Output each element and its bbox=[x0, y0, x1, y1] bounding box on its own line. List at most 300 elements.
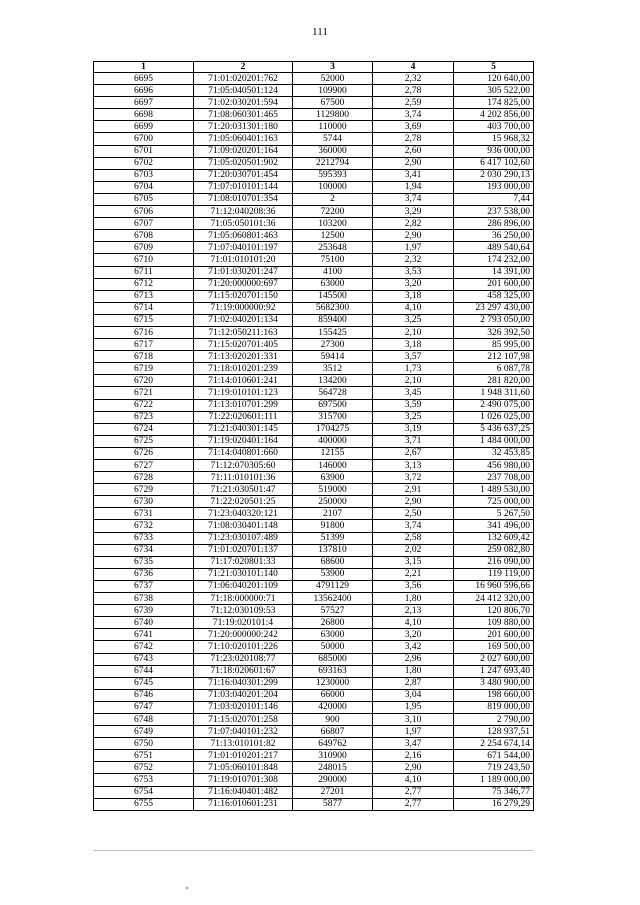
value-cell: 237 708,00 bbox=[454, 472, 534, 484]
row-number-cell: 6742 bbox=[94, 641, 194, 653]
rate-cell: 2,58 bbox=[373, 532, 454, 544]
rate-cell: 3,59 bbox=[373, 399, 454, 411]
rate-cell: 4,10 bbox=[373, 774, 454, 786]
area-cell: 250000 bbox=[293, 496, 373, 508]
value-cell: 109 880,00 bbox=[454, 617, 534, 629]
cadastral-number-cell: 71:19:010701:308 bbox=[194, 774, 293, 786]
area-cell: 52000 bbox=[293, 73, 373, 85]
area-cell: 75100 bbox=[293, 254, 373, 266]
rate-cell: 2,13 bbox=[373, 605, 454, 617]
row-number-cell: 6714 bbox=[94, 302, 194, 314]
rate-cell: 3,42 bbox=[373, 641, 454, 653]
area-cell: 420000 bbox=[293, 701, 373, 713]
cadastral-number-cell: 71:12:030109:53 bbox=[194, 605, 293, 617]
value-cell: 305 522,00 bbox=[454, 85, 534, 97]
rate-cell: 2,78 bbox=[373, 85, 454, 97]
row-number-cell: 6712 bbox=[94, 278, 194, 290]
value-cell: 32 453,85 bbox=[454, 447, 534, 459]
row-number-cell: 6738 bbox=[94, 593, 194, 605]
table-row bbox=[94, 193, 534, 205]
rate-cell: 2,77 bbox=[373, 798, 454, 810]
row-number-cell: 6720 bbox=[94, 375, 194, 387]
area-cell: 315700 bbox=[293, 411, 373, 423]
row-number-cell: 6706 bbox=[94, 206, 194, 218]
area-cell: 27300 bbox=[293, 339, 373, 351]
table-row bbox=[94, 556, 534, 568]
row-number-cell: 6723 bbox=[94, 411, 194, 423]
column-header: 1 bbox=[94, 62, 194, 73]
row-number-cell: 6728 bbox=[94, 472, 194, 484]
value-cell: 85 995,00 bbox=[454, 339, 534, 351]
area-cell: 63900 bbox=[293, 472, 373, 484]
cadastral-number-cell: 71:20:000000:242 bbox=[194, 629, 293, 641]
value-cell: 936 000,00 bbox=[454, 145, 534, 157]
value-cell: 403 700,00 bbox=[454, 121, 534, 133]
rate-cell: 2,91 bbox=[373, 484, 454, 496]
page-number: 111 bbox=[312, 26, 328, 38]
value-cell: 212 107,98 bbox=[454, 351, 534, 363]
rate-cell: 3,45 bbox=[373, 387, 454, 399]
table-row bbox=[94, 242, 534, 254]
value-cell: 819 000,00 bbox=[454, 701, 534, 713]
row-number-cell: 6711 bbox=[94, 266, 194, 278]
rate-cell: 2,90 bbox=[373, 762, 454, 774]
area-cell: 253648 bbox=[293, 242, 373, 254]
value-cell: 281 820,00 bbox=[454, 375, 534, 387]
table-row bbox=[94, 713, 534, 725]
row-number-cell: 6718 bbox=[94, 351, 194, 363]
rate-cell: 3,69 bbox=[373, 121, 454, 133]
value-cell: 15 968,32 bbox=[454, 133, 534, 145]
table-row bbox=[94, 617, 534, 629]
cadastral-number-cell: 71:14:040801:660 bbox=[194, 447, 293, 459]
table-row bbox=[94, 629, 534, 641]
rate-cell: 2,77 bbox=[373, 786, 454, 798]
area-cell: 248015 bbox=[293, 762, 373, 774]
row-number-cell: 6743 bbox=[94, 653, 194, 665]
table-row bbox=[94, 593, 534, 605]
row-number-cell: 6750 bbox=[94, 738, 194, 750]
table-row bbox=[94, 278, 534, 290]
cadastral-number-cell: 71:12:040208:36 bbox=[194, 206, 293, 218]
row-number-cell: 6734 bbox=[94, 544, 194, 556]
rate-cell: 2,02 bbox=[373, 544, 454, 556]
rate-cell: 4,10 bbox=[373, 302, 454, 314]
area-cell: 12500 bbox=[293, 230, 373, 242]
rate-cell: 3,13 bbox=[373, 460, 454, 472]
row-number-cell: 6745 bbox=[94, 677, 194, 689]
table-row bbox=[94, 750, 534, 762]
value-cell: 1 484 000,00 bbox=[454, 435, 534, 447]
value-cell: 2 790,00 bbox=[454, 713, 534, 725]
cadastral-number-cell: 71:15:020701:150 bbox=[194, 290, 293, 302]
cadastral-number-cell: 71:14:010601:241 bbox=[194, 375, 293, 387]
cadastral-number-cell: 71:20:000000:697 bbox=[194, 278, 293, 290]
table-row bbox=[94, 133, 534, 145]
table-row bbox=[94, 375, 534, 387]
value-cell: 1 489 530,00 bbox=[454, 484, 534, 496]
cadastral-number-cell: 71:20:031301:180 bbox=[194, 121, 293, 133]
area-cell: 685000 bbox=[293, 653, 373, 665]
table-row bbox=[94, 532, 534, 544]
value-cell: 259 082,80 bbox=[454, 544, 534, 556]
cadastral-number-cell: 71:05:020501:902 bbox=[194, 157, 293, 169]
area-cell: 4791129 bbox=[293, 580, 373, 592]
rate-cell: 2,90 bbox=[373, 230, 454, 242]
area-cell: 900 bbox=[293, 713, 373, 725]
row-number-cell: 6744 bbox=[94, 665, 194, 677]
cadastral-number-cell: 71:19:000000:92 bbox=[194, 302, 293, 314]
cadastral-number-cell: 71:16:040401:482 bbox=[194, 786, 293, 798]
row-number-cell: 6722 bbox=[94, 399, 194, 411]
row-number-cell: 6731 bbox=[94, 508, 194, 520]
value-cell: 14 391,00 bbox=[454, 266, 534, 278]
value-cell: 2 490 075,00 bbox=[454, 399, 534, 411]
value-cell: 1 948 311,60 bbox=[454, 387, 534, 399]
row-number-cell: 6755 bbox=[94, 798, 194, 810]
table-row bbox=[94, 339, 534, 351]
row-number-cell: 6709 bbox=[94, 242, 194, 254]
row-number-cell: 6751 bbox=[94, 750, 194, 762]
column-header: 4 bbox=[373, 62, 454, 73]
cadastral-number-cell: 71:05:060801:463 bbox=[194, 230, 293, 242]
cadastral-number-cell: 71:01:010201:217 bbox=[194, 750, 293, 762]
value-cell: 671 544,00 bbox=[454, 750, 534, 762]
row-number-cell: 6713 bbox=[94, 290, 194, 302]
value-cell: 1 189 000,00 bbox=[454, 774, 534, 786]
value-cell: 23 297 430,00 bbox=[454, 302, 534, 314]
value-cell: 286 896,00 bbox=[454, 218, 534, 230]
rate-cell: 3,57 bbox=[373, 351, 454, 363]
area-cell: 4100 bbox=[293, 266, 373, 278]
row-number-cell: 6721 bbox=[94, 387, 194, 399]
area-cell: 50000 bbox=[293, 641, 373, 653]
area-cell: 5682300 bbox=[293, 302, 373, 314]
row-number-cell: 6719 bbox=[94, 363, 194, 375]
value-cell: 341 496,00 bbox=[454, 520, 534, 532]
table-row bbox=[94, 520, 534, 532]
table-row bbox=[94, 314, 534, 326]
rate-cell: 3,20 bbox=[373, 629, 454, 641]
table-row bbox=[94, 786, 534, 798]
row-number-cell: 6703 bbox=[94, 169, 194, 181]
table-row bbox=[94, 762, 534, 774]
cadastral-number-cell: 71:16:010601:231 bbox=[194, 798, 293, 810]
area-cell: 137810 bbox=[293, 544, 373, 556]
row-number-cell: 6740 bbox=[94, 617, 194, 629]
cadastral-number-cell: 71:20:030701:454 bbox=[194, 169, 293, 181]
area-cell: 63000 bbox=[293, 629, 373, 641]
table-row bbox=[94, 447, 534, 459]
cadastral-number-cell: 71:07:040101:232 bbox=[194, 726, 293, 738]
cadastral-number-cell: 71:01:010101:20 bbox=[194, 254, 293, 266]
row-number-cell: 6695 bbox=[94, 73, 194, 85]
rate-cell: 3,19 bbox=[373, 423, 454, 435]
table-row bbox=[94, 677, 534, 689]
rate-cell: 2,21 bbox=[373, 568, 454, 580]
rate-cell: 2,67 bbox=[373, 447, 454, 459]
row-number-cell: 6730 bbox=[94, 496, 194, 508]
cadastral-number-cell: 71:01:030201:247 bbox=[194, 266, 293, 278]
row-number-cell: 6704 bbox=[94, 181, 194, 193]
column-header: 5 bbox=[454, 62, 534, 73]
table-row bbox=[94, 460, 534, 472]
cadastral-number-cell: 71:21:030501:47 bbox=[194, 484, 293, 496]
area-cell: 519000 bbox=[293, 484, 373, 496]
area-cell: 360000 bbox=[293, 145, 373, 157]
area-cell: 26800 bbox=[293, 617, 373, 629]
rate-cell: 3,20 bbox=[373, 278, 454, 290]
area-cell: 2 bbox=[293, 193, 373, 205]
table-row bbox=[94, 290, 534, 302]
cadastral-number-cell: 71:01:020701:137 bbox=[194, 544, 293, 556]
area-cell: 110000 bbox=[293, 121, 373, 133]
rate-cell: 3,25 bbox=[373, 411, 454, 423]
table-row bbox=[94, 206, 534, 218]
rate-cell: 3,10 bbox=[373, 713, 454, 725]
cadastral-number-cell: 71:23:020108:77 bbox=[194, 653, 293, 665]
area-cell: 310900 bbox=[293, 750, 373, 762]
rate-cell: 3,25 bbox=[373, 314, 454, 326]
area-cell: 5744 bbox=[293, 133, 373, 145]
value-cell: 132 609,42 bbox=[454, 532, 534, 544]
area-cell: 109900 bbox=[293, 85, 373, 97]
value-cell: 7,44 bbox=[454, 193, 534, 205]
cadastral-number-cell: 71:13:010701:299 bbox=[194, 399, 293, 411]
rate-cell: 1,94 bbox=[373, 181, 454, 193]
table-row bbox=[94, 157, 534, 169]
row-number-cell: 6699 bbox=[94, 121, 194, 133]
area-cell: 2212794 bbox=[293, 157, 373, 169]
value-cell: 326 392,50 bbox=[454, 326, 534, 338]
cadastral-number-cell: 71:23:030107:489 bbox=[194, 532, 293, 544]
rate-cell: 2,59 bbox=[373, 97, 454, 109]
table-row bbox=[94, 774, 534, 786]
cadastral-number-cell: 71:10:020101:226 bbox=[194, 641, 293, 653]
cadastral-number-cell: 71:22:020601:111 bbox=[194, 411, 293, 423]
cadastral-number-cell: 71:12:050211:163 bbox=[194, 326, 293, 338]
area-cell: 91800 bbox=[293, 520, 373, 532]
cadastral-number-cell: 71:07:010101:144 bbox=[194, 181, 293, 193]
area-cell: 67500 bbox=[293, 97, 373, 109]
rate-cell: 3,74 bbox=[373, 520, 454, 532]
table-row bbox=[94, 121, 534, 133]
cadastral-number-cell: 71:18:010201:239 bbox=[194, 363, 293, 375]
rate-cell: 3,74 bbox=[373, 193, 454, 205]
table-row bbox=[94, 254, 534, 266]
row-number-cell: 6752 bbox=[94, 762, 194, 774]
table-row bbox=[94, 435, 534, 447]
table-row bbox=[94, 689, 534, 701]
cadastral-number-cell: 71:11:010101:36 bbox=[194, 472, 293, 484]
area-cell: 63000 bbox=[293, 278, 373, 290]
area-cell: 564728 bbox=[293, 387, 373, 399]
cadastral-number-cell: 71:08:030401:148 bbox=[194, 520, 293, 532]
value-cell: 169 500,00 bbox=[454, 641, 534, 653]
value-cell: 4 202 856,00 bbox=[454, 109, 534, 121]
table-row bbox=[94, 496, 534, 508]
rate-cell: 1,97 bbox=[373, 726, 454, 738]
value-cell: 193 000,00 bbox=[454, 181, 534, 193]
area-cell: 859400 bbox=[293, 314, 373, 326]
area-cell: 72200 bbox=[293, 206, 373, 218]
cadastral-number-cell: 71:18:020601:67 bbox=[194, 665, 293, 677]
table-row bbox=[94, 653, 534, 665]
rate-cell: 1,80 bbox=[373, 593, 454, 605]
value-cell: 198 660,00 bbox=[454, 689, 534, 701]
rate-cell: 2,16 bbox=[373, 750, 454, 762]
cadastral-number-cell: 71:16:040301:299 bbox=[194, 677, 293, 689]
row-number-cell: 6729 bbox=[94, 484, 194, 496]
row-number-cell: 6741 bbox=[94, 629, 194, 641]
rate-cell: 4,10 bbox=[373, 617, 454, 629]
row-number-cell: 6753 bbox=[94, 774, 194, 786]
value-cell: 120 640,00 bbox=[454, 73, 534, 85]
rate-cell: 1,73 bbox=[373, 363, 454, 375]
cadastral-number-cell: 71:13:010101:82 bbox=[194, 738, 293, 750]
value-cell: 36 250,00 bbox=[454, 230, 534, 242]
area-cell: 12155 bbox=[293, 447, 373, 459]
value-cell: 201 600,00 bbox=[454, 278, 534, 290]
cadastral-number-cell: 71:18:000000:71 bbox=[194, 593, 293, 605]
rate-cell: 2,87 bbox=[373, 677, 454, 689]
rate-cell: 2,90 bbox=[373, 496, 454, 508]
rate-cell: 2,32 bbox=[373, 254, 454, 266]
rate-cell: 3,18 bbox=[373, 339, 454, 351]
rate-cell: 2,10 bbox=[373, 326, 454, 338]
table-row bbox=[94, 145, 534, 157]
row-number-cell: 6726 bbox=[94, 447, 194, 459]
area-cell: 134200 bbox=[293, 375, 373, 387]
row-number-cell: 6739 bbox=[94, 605, 194, 617]
rate-cell: 2,32 bbox=[373, 73, 454, 85]
cadastral-number-cell: 71:05:060401:163 bbox=[194, 133, 293, 145]
row-number-cell: 6724 bbox=[94, 423, 194, 435]
row-number-cell: 6702 bbox=[94, 157, 194, 169]
area-cell: 697500 bbox=[293, 399, 373, 411]
area-cell: 27201 bbox=[293, 786, 373, 798]
rate-cell: 1,95 bbox=[373, 701, 454, 713]
rate-cell: 3,71 bbox=[373, 435, 454, 447]
table-row bbox=[94, 568, 534, 580]
value-cell: 237 538,00 bbox=[454, 206, 534, 218]
cadastral-number-cell: 71:07:040101:197 bbox=[194, 242, 293, 254]
table-row bbox=[94, 230, 534, 242]
area-cell: 5877 bbox=[293, 798, 373, 810]
area-cell: 155425 bbox=[293, 326, 373, 338]
rate-cell: 3,56 bbox=[373, 580, 454, 592]
row-number-cell: 6717 bbox=[94, 339, 194, 351]
scan-speck bbox=[186, 887, 188, 889]
row-number-cell: 6700 bbox=[94, 133, 194, 145]
table-row bbox=[94, 484, 534, 496]
cadastral-number-cell: 71:12:070305:60 bbox=[194, 460, 293, 472]
cadastral-number-cell: 71:02:030201:594 bbox=[194, 97, 293, 109]
area-cell: 13562400 bbox=[293, 593, 373, 605]
cadastral-number-cell: 71:21:040301:145 bbox=[194, 423, 293, 435]
row-number-cell: 6736 bbox=[94, 568, 194, 580]
table-row bbox=[94, 326, 534, 338]
area-cell: 1230000 bbox=[293, 677, 373, 689]
row-number-cell: 6701 bbox=[94, 145, 194, 157]
cadastral-number-cell: 71:05:040501:124 bbox=[194, 85, 293, 97]
area-cell: 1129800 bbox=[293, 109, 373, 121]
table-row bbox=[94, 544, 534, 556]
area-cell: 100000 bbox=[293, 181, 373, 193]
cadastral-number-cell: 71:05:050101:36 bbox=[194, 218, 293, 230]
table-row bbox=[94, 738, 534, 750]
rate-cell: 1,97 bbox=[373, 242, 454, 254]
value-cell: 458 325,00 bbox=[454, 290, 534, 302]
value-cell: 456 980,00 bbox=[454, 460, 534, 472]
value-cell: 201 600,00 bbox=[454, 629, 534, 641]
table-row bbox=[94, 109, 534, 121]
cadastral-number-cell: 71:22:020501:25 bbox=[194, 496, 293, 508]
value-cell: 725 000,00 bbox=[454, 496, 534, 508]
area-cell: 1704275 bbox=[293, 423, 373, 435]
rate-cell: 3,72 bbox=[373, 472, 454, 484]
cadastral-number-cell: 71:21:030101:140 bbox=[194, 568, 293, 580]
area-cell: 51399 bbox=[293, 532, 373, 544]
row-number-cell: 6697 bbox=[94, 97, 194, 109]
value-cell: 216 090,00 bbox=[454, 556, 534, 568]
cadastral-number-cell: 71:02:040201:134 bbox=[194, 314, 293, 326]
rate-cell: 3,04 bbox=[373, 689, 454, 701]
row-number-cell: 6746 bbox=[94, 689, 194, 701]
value-cell: 120 806,70 bbox=[454, 605, 534, 617]
value-cell: 119 119,00 bbox=[454, 568, 534, 580]
cadastral-number-cell: 71:17:020801:33 bbox=[194, 556, 293, 568]
table-row bbox=[94, 508, 534, 520]
value-cell: 174 232,00 bbox=[454, 254, 534, 266]
row-number-cell: 6725 bbox=[94, 435, 194, 447]
row-number-cell: 6715 bbox=[94, 314, 194, 326]
cadastral-number-cell: 71:03:040201:204 bbox=[194, 689, 293, 701]
table-row bbox=[94, 387, 534, 399]
area-cell: 68600 bbox=[293, 556, 373, 568]
rate-cell: 3,41 bbox=[373, 169, 454, 181]
area-cell: 3512 bbox=[293, 363, 373, 375]
value-cell: 174 825,00 bbox=[454, 97, 534, 109]
cadastral-number-cell: 71:09:020201:164 bbox=[194, 145, 293, 157]
value-cell: 16 960 596,66 bbox=[454, 580, 534, 592]
row-number-cell: 6727 bbox=[94, 460, 194, 472]
rate-cell: 2,78 bbox=[373, 133, 454, 145]
cadastral-number-cell: 71:13:020201:331 bbox=[194, 351, 293, 363]
table-row bbox=[94, 351, 534, 363]
area-cell: 595393 bbox=[293, 169, 373, 181]
rate-cell: 3,47 bbox=[373, 738, 454, 750]
area-cell: 66807 bbox=[293, 726, 373, 738]
cadastral-number-cell: 71:08:060301:465 bbox=[194, 109, 293, 121]
area-cell: 400000 bbox=[293, 435, 373, 447]
table-row bbox=[94, 411, 534, 423]
row-number-cell: 6754 bbox=[94, 786, 194, 798]
value-cell: 24 412 320,00 bbox=[454, 593, 534, 605]
cadastral-number-cell: 71:19:020401:164 bbox=[194, 435, 293, 447]
value-cell: 2 254 674,14 bbox=[454, 738, 534, 750]
row-number-cell: 6710 bbox=[94, 254, 194, 266]
rate-cell: 2,82 bbox=[373, 218, 454, 230]
table-body bbox=[94, 73, 534, 811]
value-cell: 1 026 025,00 bbox=[454, 411, 534, 423]
table-row bbox=[94, 605, 534, 617]
row-number-cell: 6733 bbox=[94, 532, 194, 544]
row-number-cell: 6698 bbox=[94, 109, 194, 121]
row-number-cell: 6749 bbox=[94, 726, 194, 738]
cadastral-number-cell: 71:19:020101:4 bbox=[194, 617, 293, 629]
table-row bbox=[94, 798, 534, 810]
